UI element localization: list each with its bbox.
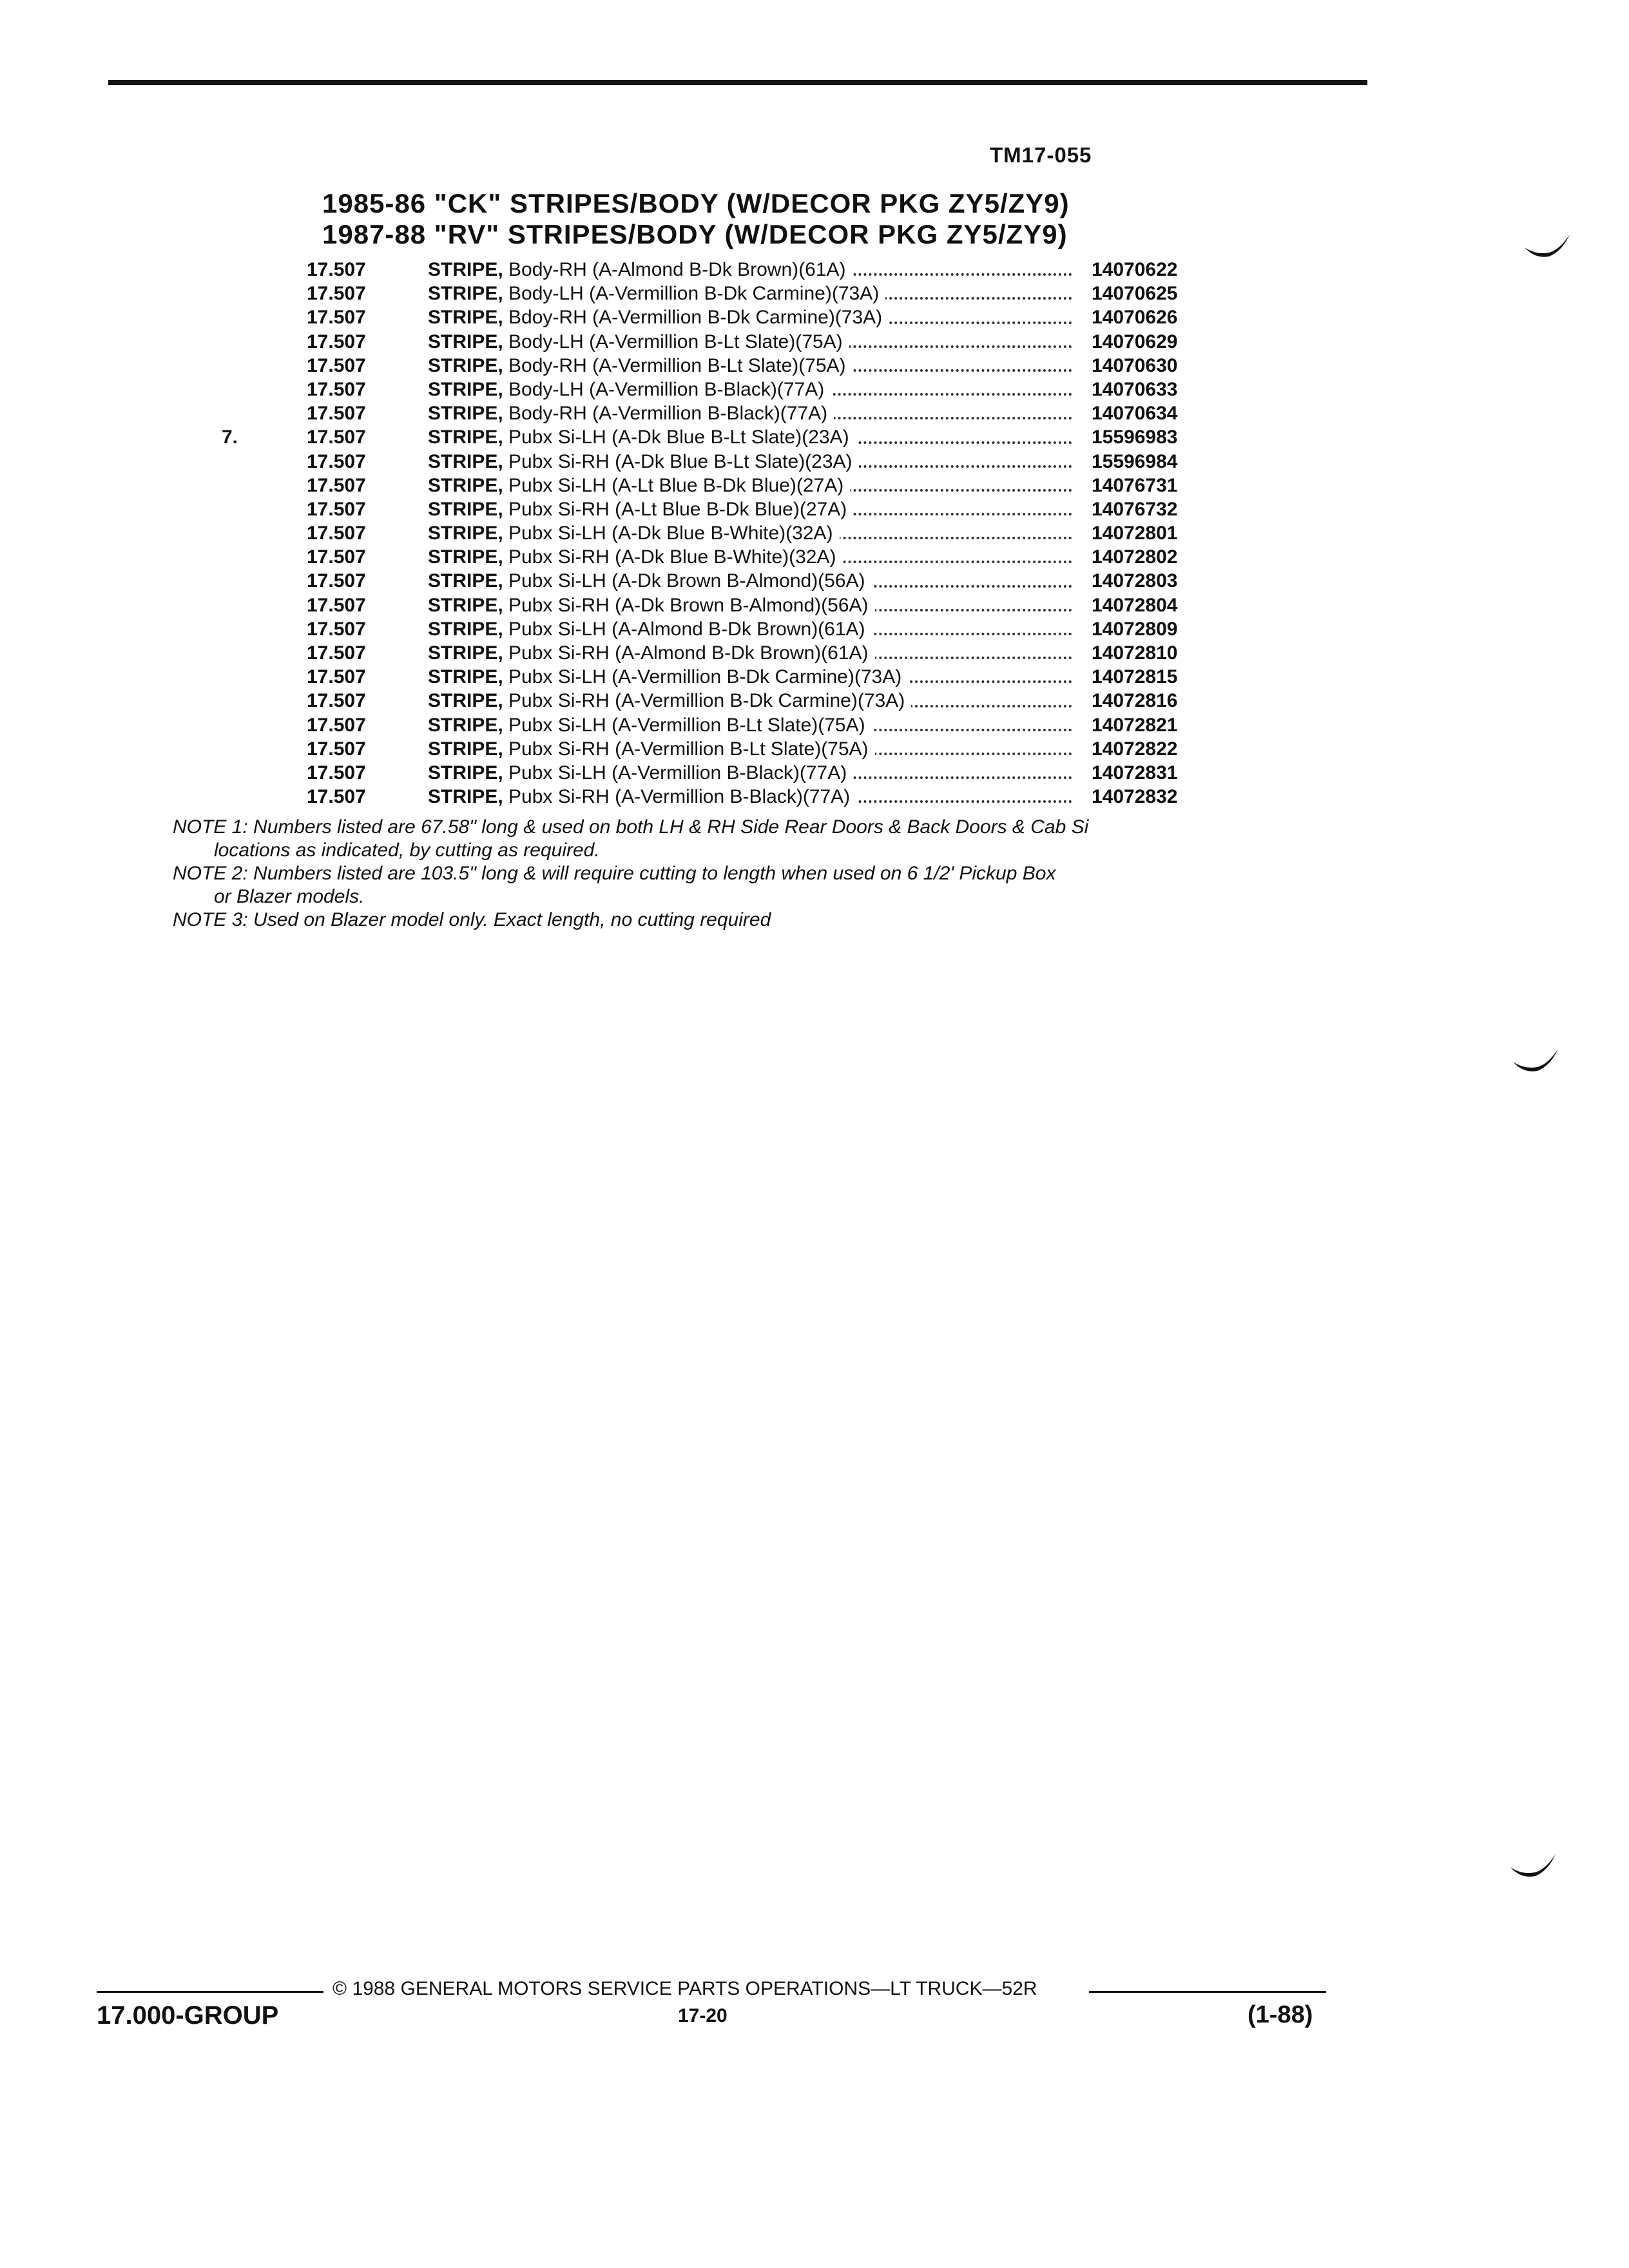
part-name: STRIPE,	[428, 403, 503, 425]
table-row	[0, 474, 1629, 497]
notes	[173, 816, 1629, 932]
group-number: 17.507	[307, 331, 366, 352]
part-number: 14076731	[1092, 474, 1178, 496]
document-code: TM17-055	[990, 143, 1092, 167]
footer-rule-left	[97, 1991, 323, 1993]
part-detail: Body-RH (A-Vermillion B-Black)(77A)	[508, 403, 828, 425]
part-description	[428, 593, 1072, 617]
part-number: 14072809	[1092, 618, 1178, 640]
part-description	[428, 785, 1072, 809]
part-name: STRIPE,	[428, 762, 503, 783]
part-description	[428, 378, 1072, 401]
footer-date: (1-88)	[1248, 2001, 1313, 2028]
part-name: STRIPE,	[428, 259, 503, 280]
group-number: 17.507	[307, 354, 366, 376]
part-description	[428, 401, 1072, 425]
parts-list	[0, 258, 1629, 809]
part-number: 15596983	[1092, 427, 1178, 448]
part-detail: Pubx Si-LH (A-Vermillion B-Lt Slate)(75A)	[508, 714, 865, 736]
group-number: 17.507	[307, 259, 366, 280]
part-number: 14072801	[1092, 523, 1178, 544]
part-number: 14070633	[1092, 378, 1178, 400]
part-detail: Pubx Si-RH (A-Dk Blue B-Lt Slate)(23A)	[508, 450, 853, 472]
footer-group: 17.000-GROUP	[97, 2001, 279, 2030]
part-name: STRIPE,	[428, 523, 503, 544]
part-name: STRIPE,	[428, 354, 503, 376]
part-description	[428, 689, 1072, 713]
part-description	[428, 282, 1072, 305]
table-row	[0, 545, 1629, 569]
group-number: 17.507	[307, 666, 366, 688]
part-name: STRIPE,	[428, 690, 503, 712]
note-line: NOTE 3: Used on Blazer model only. Exact length, no cutting required	[173, 909, 771, 930]
note-line: NOTE 2: Numbers listed are 103.5" long & will require cutting to length when used on 6 1/2' Pickup Box	[173, 863, 1056, 884]
group-number: 17.507	[307, 714, 366, 736]
group-number: 17.507	[307, 570, 366, 592]
part-description	[428, 330, 1072, 354]
part-number: 14070634	[1092, 403, 1178, 425]
part-detail: Pubx Si-LH (A-Dk Blue B-White)(32A)	[508, 523, 833, 544]
check-mark-icon	[1523, 233, 1571, 259]
part-number: 14072803	[1092, 570, 1178, 592]
part-number: 14070629	[1092, 331, 1178, 352]
table-row	[0, 378, 1629, 401]
part-name: STRIPE,	[428, 714, 503, 736]
table-row	[0, 282, 1629, 305]
table-row	[0, 450, 1629, 474]
part-number: 14072802	[1092, 546, 1178, 568]
part-description	[428, 617, 1072, 641]
part-description	[428, 305, 1072, 329]
part-number: 14070622	[1092, 259, 1178, 280]
part-number: 14070630	[1092, 354, 1178, 376]
part-name: STRIPE,	[428, 283, 503, 305]
table-row	[0, 425, 1629, 449]
part-detail: Body-LH (A-Vermillion B-Lt Slate)(75A)	[508, 331, 843, 352]
group-number: 17.507	[307, 283, 366, 305]
part-number: 14072832	[1092, 786, 1178, 808]
part-detail: Pubx Si-RH (A-Vermillion B-Black)(77A)	[508, 786, 851, 808]
group-number: 17.507	[307, 474, 366, 496]
part-name: STRIPE,	[428, 666, 503, 688]
group-number: 17.507	[307, 762, 366, 783]
part-description	[428, 474, 1072, 497]
part-name: STRIPE,	[428, 570, 503, 592]
part-number: 14072815	[1092, 666, 1178, 688]
part-description	[428, 569, 1072, 593]
part-name: STRIPE,	[428, 307, 503, 329]
part-name: STRIPE,	[428, 331, 503, 352]
part-number: 14072821	[1092, 714, 1178, 736]
part-name: STRIPE,	[428, 594, 503, 616]
part-number: 14076732	[1092, 498, 1178, 520]
group-number: 17.507	[307, 523, 366, 544]
part-detail: Body-LH (A-Vermillion B-Dk Carmine)(73A)	[508, 283, 880, 305]
top-rule	[108, 80, 1367, 85]
table-row	[0, 305, 1629, 329]
part-description	[428, 737, 1072, 761]
part-name: STRIPE,	[428, 450, 503, 472]
part-number: 14072810	[1092, 642, 1178, 664]
part-detail: Pubx Si-RH (A-Vermillion B-Dk Carmine)(73A)	[508, 690, 905, 712]
part-number: 14072831	[1092, 762, 1178, 783]
table-row	[0, 593, 1629, 617]
part-name: STRIPE,	[428, 786, 503, 808]
part-number: 15596984	[1092, 450, 1178, 472]
part-detail: Body-RH (A-Almond B-Dk Brown)(61A)	[508, 259, 846, 280]
part-number: 14070626	[1092, 307, 1178, 329]
group-number: 17.507	[307, 378, 366, 400]
part-detail: Pubx Si-LH (A-Dk Blue B-Lt Slate)(23A)	[508, 427, 849, 448]
part-number: 14072816	[1092, 690, 1178, 712]
part-detail: Pubx Si-LH (A-Almond B-Dk Brown)(61A)	[508, 618, 865, 640]
group-number: 17.507	[307, 307, 366, 329]
table-row	[0, 761, 1629, 785]
section-title-line-2: 1987-88 "RV" STRIPES/BODY (W/DECOR PKG ZY5/ZY9)	[322, 219, 1068, 249]
part-detail: Pubx Si-LH (A-Lt Blue B-Dk Blue)(27A)	[508, 474, 844, 496]
page-number: 17-20	[678, 2005, 728, 2026]
table-row	[0, 330, 1629, 354]
part-name: STRIPE,	[428, 546, 503, 568]
table-row	[0, 785, 1629, 809]
callout-number: 7.	[222, 427, 238, 448]
part-description	[428, 521, 1072, 545]
group-number: 17.507	[307, 690, 366, 712]
note-line: locations as indicated, by cutting as required.	[214, 840, 600, 861]
part-number: 14070625	[1092, 283, 1178, 305]
part-detail: Pubx Si-RH (A-Vermillion B-Lt Slate)(75A)	[508, 738, 869, 760]
table-row	[0, 569, 1629, 593]
table-row	[0, 401, 1629, 425]
footer-copyright: © 1988 GENERAL MOTORS SERVICE PARTS OPERATIONS—LT TRUCK—52R	[333, 1978, 1037, 1999]
footer-rule-right	[1089, 1991, 1326, 1993]
part-detail: Pubx Si-LH (A-Vermillion B-Dk Carmine)(73A)	[508, 666, 902, 688]
part-detail: Pubx Si-RH (A-Dk Brown B-Almond)(56A)	[508, 594, 869, 616]
table-row	[0, 354, 1629, 378]
part-description	[428, 713, 1072, 737]
table-row	[0, 521, 1629, 545]
note-line: NOTE 1: Numbers listed are 67.58" long & used on both LH & RH Side Rear Doors & Back Doors & Cab Si	[173, 816, 1089, 838]
group-number: 17.507	[307, 546, 366, 568]
table-row	[0, 617, 1629, 641]
part-detail: Body-LH (A-Vermillion B-Black)(77A)	[508, 378, 825, 400]
table-row	[0, 737, 1629, 761]
part-description	[428, 545, 1072, 569]
part-name: STRIPE,	[428, 474, 503, 496]
part-name: STRIPE,	[428, 618, 503, 640]
group-number: 17.507	[307, 450, 366, 472]
part-detail: Pubx Si-RH (A-Almond B-Dk Brown)(61A)	[508, 642, 869, 664]
part-description	[428, 425, 1072, 449]
part-detail: Pubx Si-RH (A-Lt Blue B-Dk Blue)(27A)	[508, 498, 847, 520]
part-detail: Pubx Si-RH (A-Dk Blue B-White)(32A)	[508, 546, 836, 568]
table-row	[0, 713, 1629, 737]
group-number: 17.507	[307, 618, 366, 640]
part-detail: Pubx Si-LH (A-Vermillion B-Black)(77A)	[508, 762, 847, 783]
note-line: or Blazer models.	[214, 886, 365, 907]
part-description	[428, 665, 1072, 689]
group-number: 17.507	[307, 427, 366, 448]
group-number: 17.507	[307, 786, 366, 808]
part-detail: Body-RH (A-Vermillion B-Lt Slate)(75A)	[508, 354, 846, 376]
part-description	[428, 641, 1072, 665]
check-mark-icon	[1509, 1853, 1557, 1879]
table-row	[0, 641, 1629, 665]
table-row	[0, 258, 1629, 282]
group-number: 17.507	[307, 738, 366, 760]
part-number: 14072822	[1092, 738, 1178, 760]
table-row	[0, 665, 1629, 689]
part-description	[428, 258, 1072, 282]
part-name: STRIPE,	[428, 498, 503, 520]
part-name: STRIPE,	[428, 642, 503, 664]
part-name: STRIPE,	[428, 738, 503, 760]
section-title-line-1: 1985-86 "CK" STRIPES/BODY (W/DECOR PKG ZY5/ZY9)	[322, 188, 1070, 218]
part-description	[428, 450, 1072, 474]
part-name: STRIPE,	[428, 378, 503, 400]
group-number: 17.507	[307, 594, 366, 616]
group-number: 17.507	[307, 498, 366, 520]
group-number: 17.507	[307, 403, 366, 425]
part-description	[428, 497, 1072, 521]
table-row	[0, 497, 1629, 521]
group-number: 17.507	[307, 642, 366, 664]
part-detail: Bdoy-RH (A-Vermillion B-Dk Carmine)(73A)	[508, 307, 883, 329]
part-description	[428, 761, 1072, 785]
check-mark-icon	[1512, 1048, 1559, 1073]
part-description	[428, 354, 1072, 378]
table-row	[0, 689, 1629, 713]
part-detail: Pubx Si-LH (A-Dk Brown B-Almond)(56A)	[508, 570, 865, 592]
part-name: STRIPE,	[428, 427, 503, 448]
part-number: 14072804	[1092, 594, 1178, 616]
